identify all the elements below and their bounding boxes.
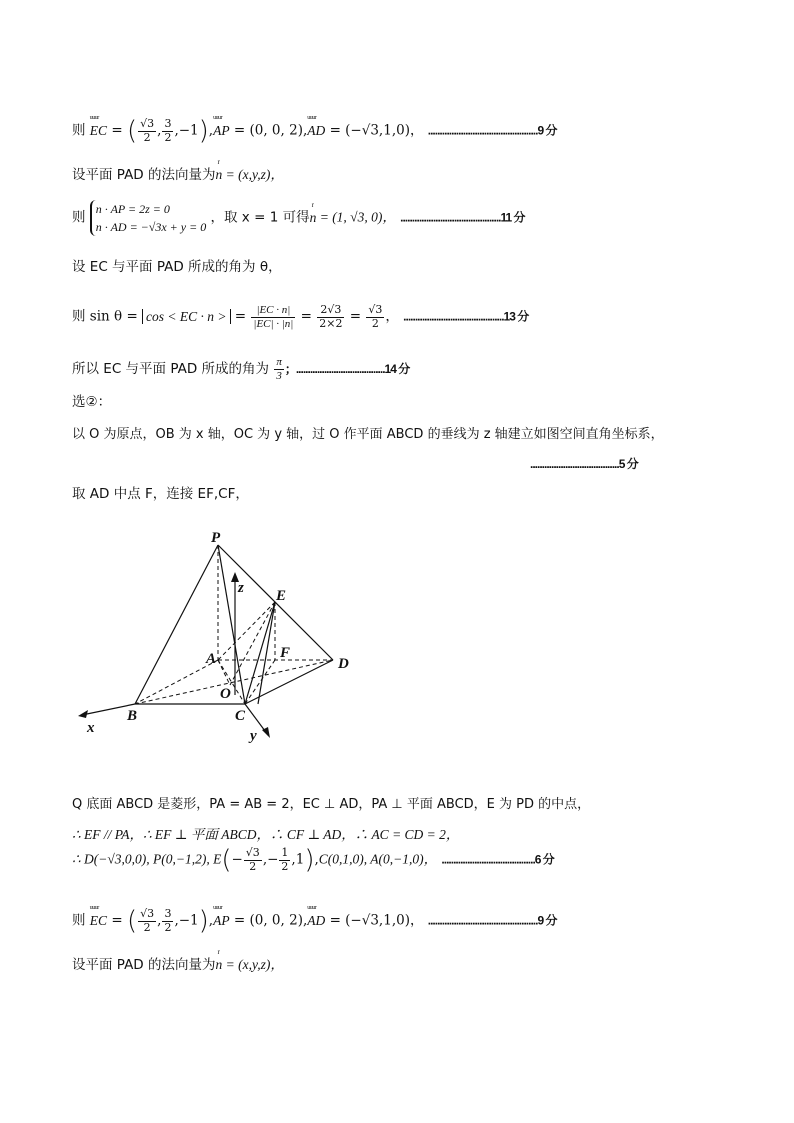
score-mark: ......................................5 分: [530, 457, 638, 471]
text-line-angle: [72, 261, 282, 275]
text: = (−√3,1,0): [329, 122, 410, 139]
text: Q 底面 ABCD 是菱形，PA = AB = 2，EC ⊥ AD，PA ⊥ 平面 ABCD，E 为 PD 的中点，: [72, 797, 591, 812]
vector-ec: uuur EC: [90, 914, 107, 928]
section-choice-2: [72, 396, 111, 410]
vector-n: r n: [310, 211, 317, 225]
text-line-rhombus: [72, 798, 590, 811]
label-f: F: [280, 645, 291, 661]
fraction: $\frac{2√3}{2\times 2}$: [319, 303, 343, 330]
score-mark: ；......................................14 分: [284, 362, 410, 377]
pyramid-figure: [70, 520, 370, 750]
text: ,−1: [174, 912, 199, 929]
vector-ap: uuur AP: [213, 124, 230, 138]
text: 则 sin θ =: [72, 308, 143, 325]
text: 取 AD 中点 F，连接 EF,CF，: [72, 486, 249, 502]
text: = (x,y,z)，: [222, 957, 284, 972]
text: 以 O 为原点，OB 为 x 轴，OC 为 y 轴，过 O 作平面 ABCD 的垂线为 z 轴建立如图空间直角坐标系，: [72, 427, 664, 442]
label-d: D: [338, 656, 349, 672]
text: 设 EC 与平面 PAD 所成的角为 θ，: [72, 259, 282, 275]
text: 选②：: [72, 394, 112, 410]
label-a: A: [206, 651, 217, 667]
label-c: C: [235, 708, 246, 724]
text: = (0, 0, 2),: [233, 122, 308, 139]
text: C(0,1,0), A(0,−1,0)，: [318, 851, 438, 867]
label-b: B: [127, 708, 138, 724]
label-x: x: [87, 720, 95, 736]
fraction: $\frac{√3}{2}$: [140, 907, 155, 934]
text-line-normal-vector-2: [72, 958, 284, 973]
eq-line-ec-ap-ad-2: 则 uuur EC = ( $\frac{√3}{2}$ , $\frac{3}{2}$ ,−1),uuur AP = (0, 0, 2),uuur AD = (−√3,1,0)， ...............................................9 分: [72, 908, 556, 934]
score-mark: ...........................................11 分: [400, 210, 525, 225]
text-prefix: 则: [72, 122, 86, 139]
label-o: O: [220, 686, 231, 702]
equation-2: n · AD = −√3x + y = 0: [95, 220, 207, 234]
text-line-conclusion: [72, 356, 409, 382]
eq-line-system: [72, 200, 525, 236]
fraction: $\frac{√3}{2}$: [140, 117, 155, 144]
vector-n: r n: [216, 958, 223, 972]
vector-ap: uuur AP: [213, 914, 230, 928]
cos-expression: cos < EC · n >: [142, 309, 230, 324]
paren-right: ): [304, 845, 315, 876]
text-line-coordinate: [72, 428, 664, 441]
label-y: y: [250, 728, 257, 744]
fraction: $\frac{\pi}{3}$: [276, 356, 282, 382]
fraction: $\frac{3}{2}$: [164, 117, 172, 144]
text: ∴ EF // PA，∴ EF ⊥ 平面 ABCD，∴ CF ⊥ AD，∴ AC = CD = 2，: [72, 827, 460, 842]
text: = (0, 0, 2),: [233, 912, 308, 929]
text: = (x,y,z)，: [222, 167, 284, 182]
paren-right: ): [198, 906, 209, 937]
label-p: P: [211, 530, 221, 546]
score-mark: ...............................................9 分: [427, 123, 557, 138]
fraction: $\frac{3}{2}$: [164, 907, 172, 934]
fraction: $\frac{|EC \cdot n|}{|EC| \cdot |n|}$: [253, 304, 294, 330]
score-mark: ........................................6 分: [441, 852, 554, 867]
label-e: E: [276, 588, 287, 604]
fraction: $\frac{√3}{2}$: [368, 303, 383, 330]
equation-1: n · AP = 2z = 0: [95, 202, 170, 216]
score-mark: ...........................................13 分: [403, 309, 529, 324]
vector-n: r n: [216, 168, 223, 182]
text-prefix: 则: [72, 209, 86, 226]
label-z: z: [238, 580, 244, 596]
vector-ad: uuur AD: [307, 914, 325, 928]
text: = (−√3,1,0)，: [329, 912, 424, 929]
fraction: $\frac{1}{2}$: [281, 846, 289, 873]
text: 设平面 PAD 的法向量为: [72, 167, 216, 183]
text-prefix: 则: [72, 912, 86, 929]
text: = (1, √3, 0)，: [316, 209, 396, 225]
text-line-normal-vector: [72, 168, 284, 183]
vector-ad: uuur AD: [307, 124, 325, 138]
paren-left: (: [221, 845, 232, 876]
score-mark: ...............................................9 分: [427, 913, 557, 928]
eq-line-ec-ap-ad: 则 uuur EC = ( $\frac{√3}{2}$ , $\frac{3}{2}$ ,−1),uuur AP = (0, 0, 2),uuur AD = (−√3,1,0)， ...............................................9 分: [72, 118, 556, 144]
text: 所以 EC 与平面 PAD 所成的角为: [72, 361, 270, 378]
text: ，取 x = 1 可得: [210, 209, 310, 226]
score-line: [530, 458, 638, 472]
fraction: $\frac{√3}{2}$: [245, 846, 260, 873]
eq-line-coordinates: ∴ D(−√3,0,0), P(0,−1,2), E(− $\frac{√3}{2}$ ,− $\frac{1}{2}$ ,1),C(0,1,0), A(0,−1,0)， ........................................6 分: [72, 845, 554, 876]
text-line-midpoint: [72, 488, 249, 502]
text: ∴ D(−√3,0,0), P(0,−1,2), E: [72, 851, 222, 867]
paren-right: ): [198, 116, 209, 147]
text-line-therefore: [72, 828, 459, 843]
text: ,−1: [174, 122, 199, 139]
paren-left: (: [126, 116, 138, 147]
eq-line-sin: 则 sin θ = cos < EC · n > = $\frac{|EC \cdot n|}{|EC| \cdot |n|}$ = $\frac{2√3}{2\times 2}$ = $\frac{√3}{2}$ ， ...........................................13 分: [72, 303, 529, 330]
text: 设平面 PAD 的法向量为: [72, 957, 216, 973]
equation-system: [90, 200, 206, 236]
vector-ec: uuur EC: [90, 124, 107, 138]
paren-left: (: [126, 906, 138, 937]
